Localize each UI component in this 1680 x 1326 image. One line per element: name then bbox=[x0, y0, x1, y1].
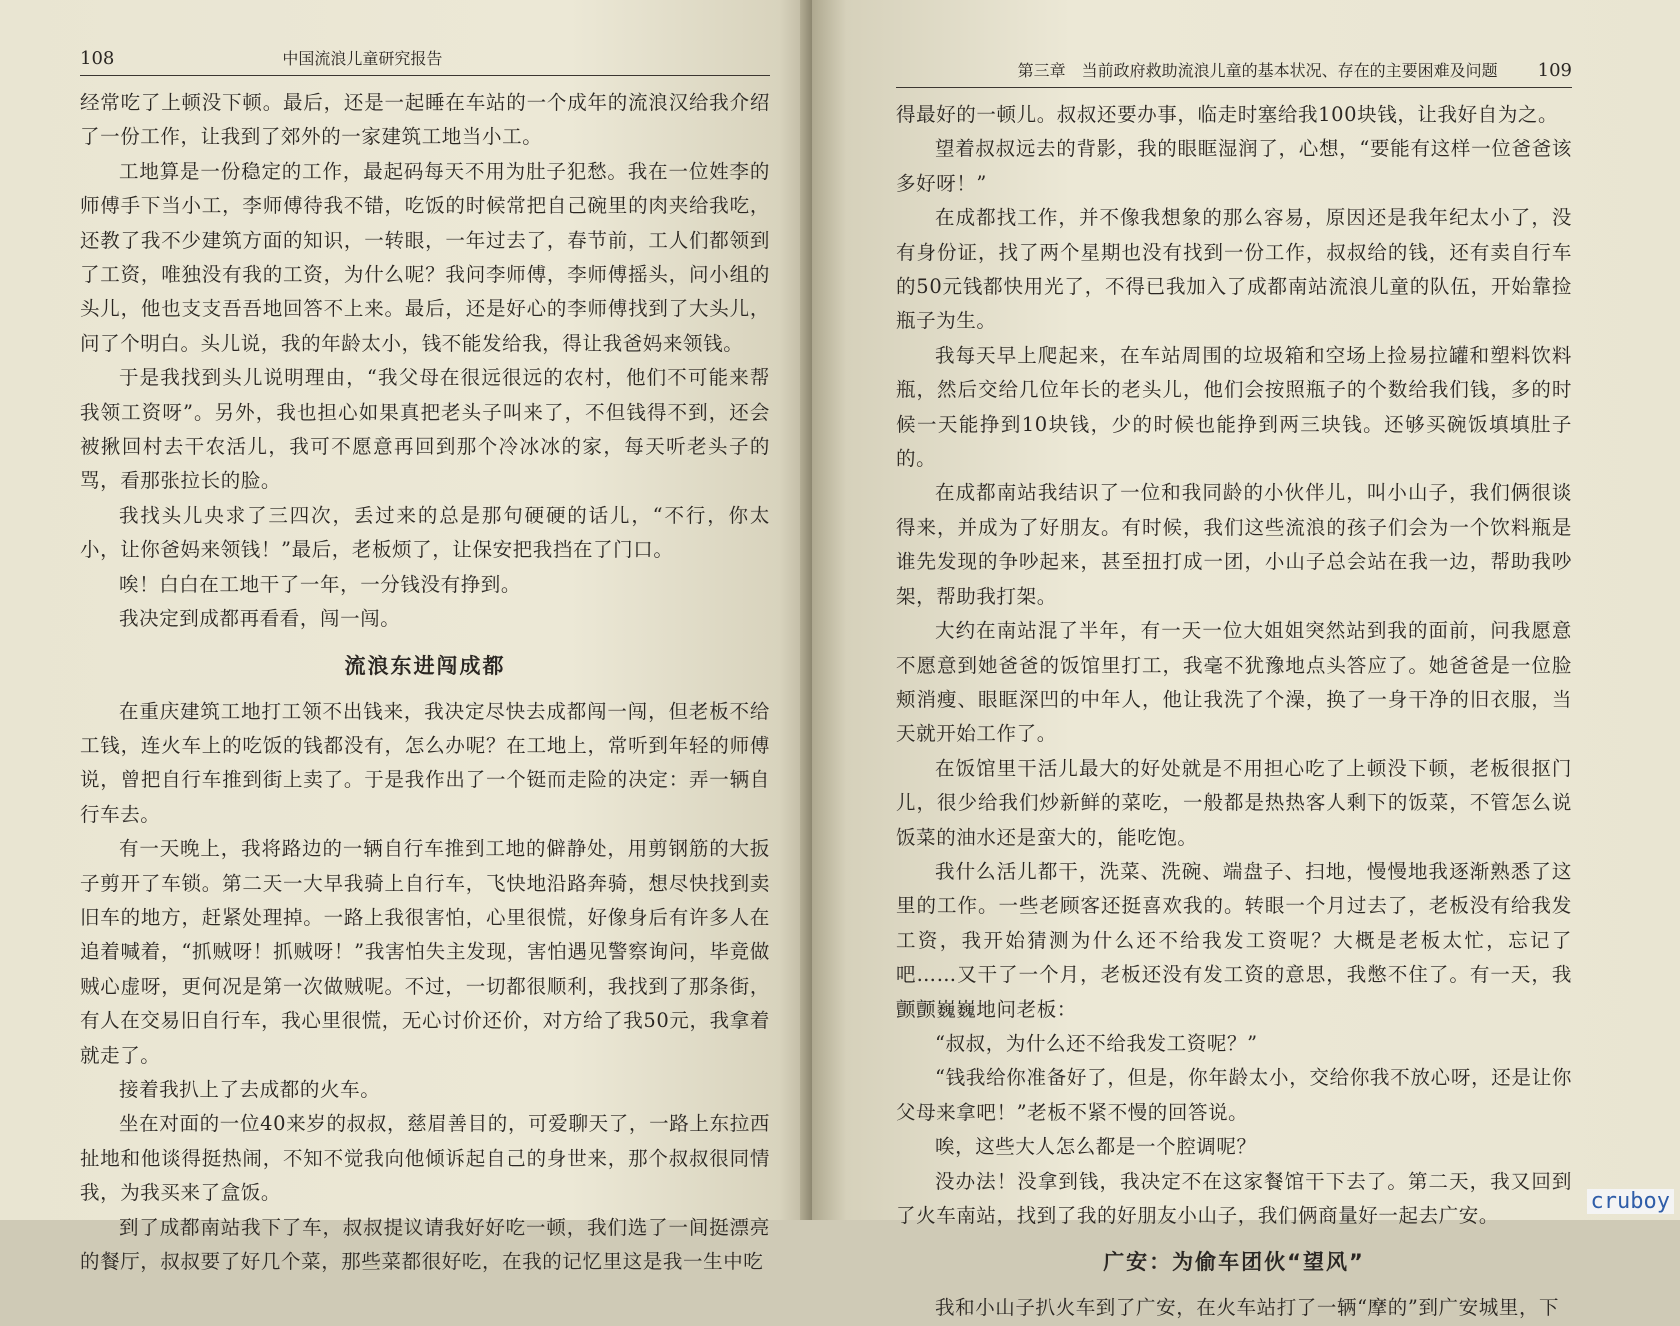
paragraph: 没办法！没拿到钱，我决定不在这家餐馆干下去了。第二天，我又回到了火车南站，找到了我的好朋友小山子，我们俩商量好一起去广安。 bbox=[896, 1169, 1572, 1227]
watermark-text: cruboy bbox=[1587, 1189, 1674, 1214]
paragraph: 唉！白白在工地干了一年，一分钱没有挣到。 bbox=[119, 572, 522, 596]
paragraph: 在成都南站我结识了一位和我同龄的小伙伴儿，叫小山子，我们俩很谈得来，并成为了好朋友。有时候，我们这些流浪的孩子们会为一个饮料瓶是谁先发现的争吵起来，甚至扭打成一团，小山子总会站在我一边，帮助我吵架，帮助我打架。 bbox=[896, 481, 1572, 608]
paragraph: 我和小山子扒火车到了广安，在火车站打了一辆“摩的”到广安城里，下 bbox=[935, 1296, 1560, 1320]
paragraph: 于是我找到头儿说明理由，“我父母在很远很远的农村，他们不可能来帮我领工资呀”。另外，我也担心如果真把老头子叫来了，不但钱得不到，还会被揪回村去干农活儿，我可不愿意再回到那个冷冰冰的家，每天听老头子的骂，看那张拉长的脸。 bbox=[80, 366, 770, 493]
page-number-left: 108 bbox=[80, 48, 115, 69]
paragraph: 接着我扒上了去成都的火车。 bbox=[119, 1077, 381, 1101]
paragraph: 在饭馆里干活儿最大的好处就是不用担心吃了上顿没下顿，老板很抠门儿，很少给我们炒新鲜的菜吃，一般都是热热客人剩下的饭菜，不管怎么说饭菜的油水还是蛮大的，能吃饱。 bbox=[896, 756, 1572, 849]
paragraph: 望着叔叔远去的背影，我的眼眶湿润了，心想，“要能有这样一位爸爸该多好呀！” bbox=[896, 137, 1572, 195]
paragraph: “叔叔，为什么还不给我发工资呢？” bbox=[935, 1031, 1258, 1055]
paragraph: 在成都找工作，并不像我想象的那么容易，原因还是我年纪太小了，没有身份证，找了两个星期也没有找到一份工作，叔叔给的钱，还有卖自行车的50元钱都快用光了，不得已我加入了成都南站流浪儿童的队伍，开始靠捡瓶子为生。 bbox=[896, 206, 1572, 333]
paragraph: 在重庆建筑工地打工领不出钱来，我决定尽快去成都闯一闯，但老板不给工钱，连火车上的吃饭的钱都没有，怎么办呢？在工地上，常听到年轻的师傅说，曾把自行车推到街上卖了。于是我作出了一个铤而走险的决定：弄一辆自行车去。 bbox=[80, 699, 770, 826]
left-paragraphs-part1 bbox=[80, 86, 770, 637]
left-paragraphs-part2 bbox=[80, 695, 770, 1280]
right-page bbox=[812, 0, 1680, 1320]
section-title-right: 广安：为偷车团伙“望风” bbox=[1103, 1250, 1365, 1275]
paragraph: 唉，这些大人怎么都是一个腔调呢？ bbox=[935, 1135, 1257, 1159]
right-body-text bbox=[896, 98, 1572, 1326]
book-title-header: 中国流浪儿童研究报告 bbox=[282, 49, 443, 68]
right-paragraphs-part1 bbox=[896, 98, 1572, 1233]
paragraph: “钱我给你准备好了，但是，你年龄太小，交给你我不放心呀，还是让你父母来拿吧！”老板不紧不慢的回答说。 bbox=[896, 1066, 1572, 1124]
page-number-right: 109 bbox=[1537, 60, 1572, 81]
paragraph: 有一天晚上，我将路边的一辆自行车推到工地的僻静处，用剪钢筋的大扳子剪开了车锁。第二天一大早我骑上自行车，飞快地沿路奔骑，想尽快找到卖旧车的地方，赶紧处理掉。一路上我很害怕，心里很慌，好像身后有许多人在追着喊着，“抓贼呀！抓贼呀！”我害怕失主发现，害怕遇见警察询问，毕竟做贼心虚呀，更何况是第一次做贼呢。不过，一切都很顺利，我找到了那条街，有人在交易旧自行车，我心里很慌，无心讨价还价，对方给了我50元，我拿着就走了。 bbox=[80, 837, 770, 1067]
paragraph: 我决定到成都再看看，闯一闯。 bbox=[119, 607, 401, 631]
paragraph: 到了成都南站我下了车，叔叔提议请我好好吃一顿，我们选了一间挺漂亮的餐厅，叔叔要了好几个菜，那些菜都很好吃，在我的记忆里这是我一生中吃 bbox=[80, 1215, 770, 1273]
left-running-head bbox=[80, 46, 770, 76]
right-running-head bbox=[896, 58, 1572, 88]
paragraph: 我每天早上爬起来，在车站周围的垃圾箱和空场上捡易拉罐和塑料饮料瓶，然后交给几位年长的老头儿，他们会按照瓶子的个数给我们钱，多的时候一天能挣到10块钱，少的时候也能挣到两三块钱。还够买碗饭填填肚子的。 bbox=[896, 343, 1572, 471]
paragraph: 坐在对面的一位40来岁的叔叔，慈眉善目的，可爱聊天了，一路上东拉西扯地和他谈得挺热闹，不知不觉我向他倾诉起自己的身世来，那个叔叔很同情我，为我买来了盒饭。 bbox=[80, 1112, 770, 1205]
paragraph: 我找头儿央求了三四次，丢过来的总是那句硬硬的话儿，“不行，你太小，让你爸妈来领钱！”最后，老板烦了，让保安把我挡在了门口。 bbox=[80, 503, 770, 562]
right-paragraphs-part2 bbox=[896, 1291, 1572, 1325]
paragraph: 我什么活儿都干，洗菜、洗碗、端盘子、扫地，慢慢地我逐渐熟悉了这里的工作。一些老顾客还挺喜欢我的。转眼一个月过去了，老板没有给我发工资，我开始猜测为什么还不给我发工资呢？大概是老板太忙，忘记了吧……又干了一个月，老板还没有发工资的意思，我憋不住了。有一天，我颤颤巍巍地问老板： bbox=[896, 859, 1572, 1021]
chapter-title-header: 第三章 当前政府救助流浪儿童的基本状况、存在的主要困难及问题 bbox=[1017, 61, 1498, 80]
paragraph: 工地算是一份稳定的工作，最起码每天不用为肚子犯愁。我在一位姓李的师傅手下当小工，李师傅待我不错，吃饭的时候常把自己碗里的肉夹给我吃，还教了我不少建筑方面的知识，一转眼，一年过去了，春节前，工人们都领到了工资，唯独没有我的工资，为什么呢？我问李师傅，李师傅摇头，问小组的头儿，他也支支吾吾地回答不上来。最后，还是好心的李师傅找到了大头儿，问了个明白。头儿说，我的年龄太小，钱不能发给我，得让我爸妈来领钱。 bbox=[80, 159, 770, 355]
section-title-left: 流浪东进闯成都 bbox=[344, 653, 506, 678]
paragraph: 经常吃了上顿没下顿。最后，还是一起睡在车站的一个成年的流浪汉给我介绍了一份工作，让我到了郊外的一家建筑工地当小工。 bbox=[80, 91, 770, 149]
paragraph: 大约在南站混了半年，有一天一位大姐姐突然站到我的面前，问我愿意不愿意到她爸爸的饭馆里打工，我毫不犹豫地点头答应了。她爸爸是一位脸颊消瘦、眼眶深凹的中年人，他让我洗了个澡，换了一身干净的旧衣服，当天就开始工作了。 bbox=[896, 619, 1572, 746]
paragraph: 得最好的一顿儿。叔叔还要办事，临走时塞给我100块钱，让我好自为之。 bbox=[896, 103, 1559, 126]
left-page bbox=[0, 0, 812, 1273]
left-body-text bbox=[80, 86, 770, 1279]
